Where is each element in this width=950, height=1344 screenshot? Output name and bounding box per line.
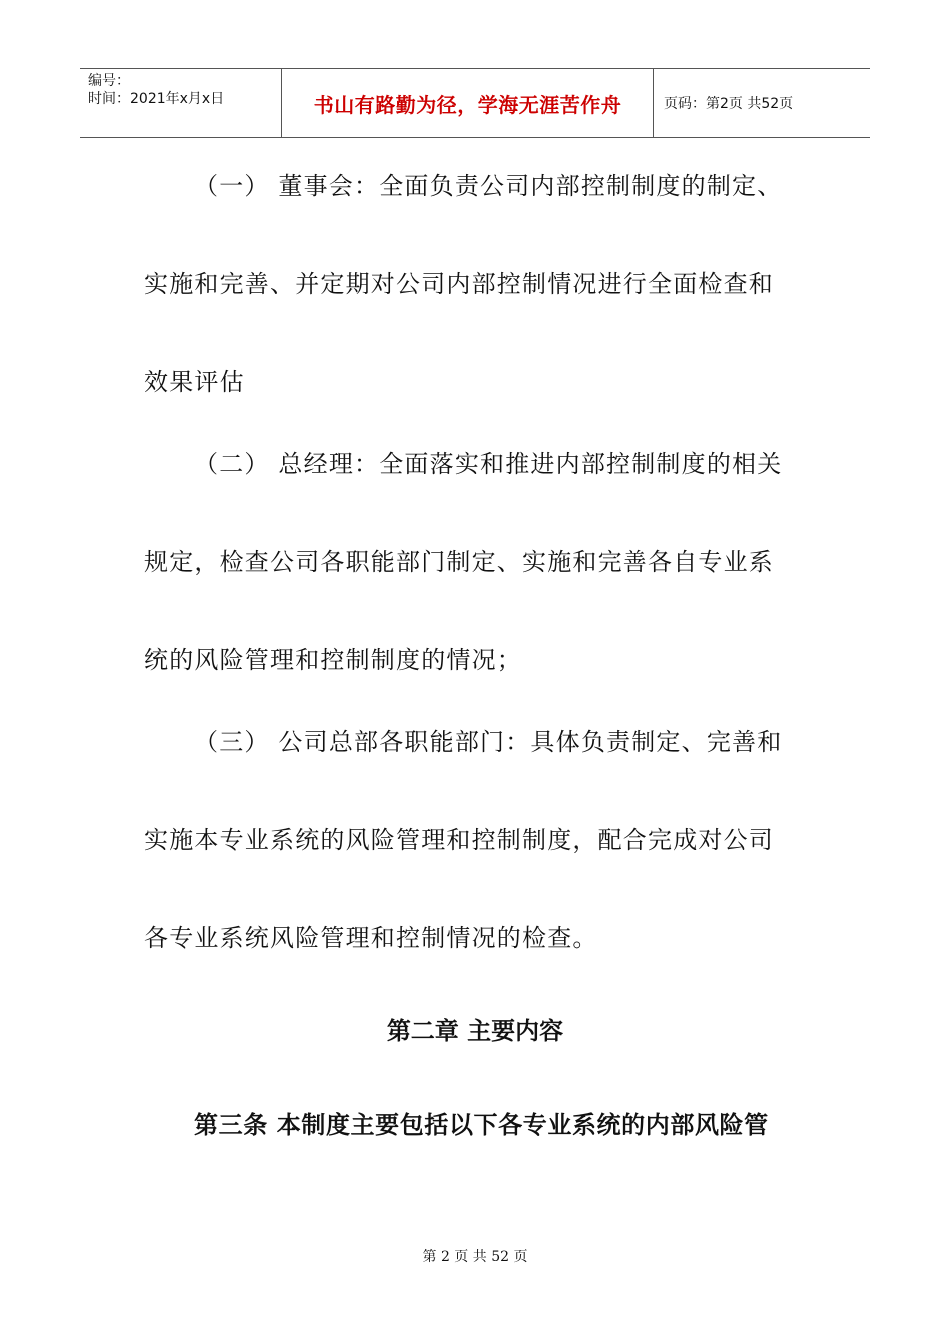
paragraph-line: 规定，检查公司各职能部门制定、实施和完善各自专业系 <box>144 548 774 576</box>
page-footer: 第 2 页 共 52 页 <box>422 1249 528 1265</box>
paragraph-line: （三） 公司总部各职能部门：具体负责制定、完善和 <box>194 728 783 756</box>
document-header <box>80 68 870 138</box>
document-time-label: 时间：2021年x月x日 <box>88 91 225 107</box>
paragraph-line: 实施本专业系统的风险管理和控制制度，配合完成对公司 <box>144 826 774 854</box>
article-heading: 第三条 本制度主要包括以下各专业系统的内部风险管 <box>194 1111 769 1139</box>
header-page-info: 页码：第2页 共52页 <box>664 96 794 112</box>
header-motto: 书山有路勤为径，学海无涯苦作舟 <box>282 69 654 137</box>
paragraph-line: （一） 董事会：全面负责公司内部控制制度的制定、 <box>194 172 783 200</box>
paragraph-line: 各专业系统风险管理和控制情况的检查。 <box>144 924 598 952</box>
chapter-title: 第二章 主要内容 <box>386 1017 564 1045</box>
paragraph-line: 统的风险管理和控制制度的情况； <box>144 646 522 674</box>
document-number-label: 编号： <box>88 73 130 89</box>
paragraph-line: （二） 总经理：全面落实和推进内部控制制度的相关 <box>194 450 783 478</box>
paragraph-line: 实施和完善、并定期对公司内部控制情况进行全面检查和 <box>144 270 774 298</box>
header-meta-cell <box>80 69 282 137</box>
paragraph-line: 效果评估 <box>144 368 245 396</box>
